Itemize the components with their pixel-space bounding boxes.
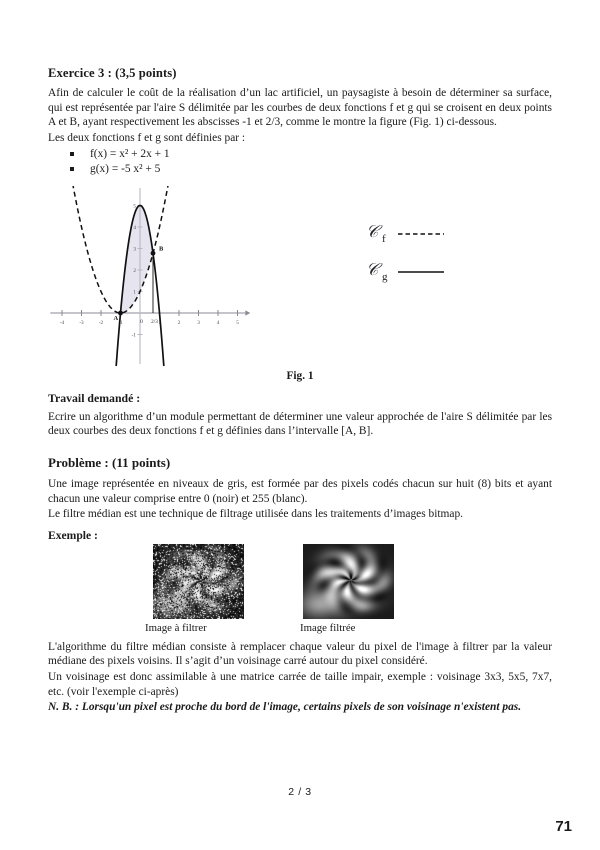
- problem-note: N. B. : Lorsqu'un pixel est proche du bord de l'image, certains pixels de son voisinage n'existent pas.: [48, 701, 522, 714]
- work-requested-text: Ecrire un algorithme d’un module permettant de déterminer une valeur approchée de l'aire S délimitée par les deux courbes des deux fonctions f et g définies dans l’intervalle [A, B].: [48, 410, 552, 438]
- legend-entry-cg: [366, 260, 444, 283]
- x-special-tick-label: 0: [140, 318, 143, 325]
- figure-caption: Fig. 1: [286, 369, 314, 382]
- legend-entry-cf: [366, 222, 444, 245]
- noisy-rose-image: [153, 544, 244, 619]
- function-g-definition: g(x) = -5 x² + 5: [90, 162, 161, 175]
- functions-intro: Les deux fonctions f et g sont définies par :: [48, 131, 246, 144]
- y-tick-label: 5: [133, 203, 136, 210]
- y-tick-label: -1: [131, 332, 136, 339]
- y-tick-label: 1: [133, 289, 136, 296]
- legend-script-c: 𝒞: [366, 259, 379, 279]
- function-f-definition: f(x) = x² + 2x + 1: [90, 148, 170, 161]
- x-tick-label: 5: [236, 319, 239, 326]
- y-tick-label: 2: [133, 267, 136, 274]
- legend-subscript: f: [382, 232, 386, 245]
- noisy-image-caption: Image à filtrer: [145, 621, 207, 634]
- list-item: [70, 162, 552, 176]
- filtered-image-caption: Image filtrée: [300, 621, 356, 634]
- filtered-rose-image: [303, 544, 394, 619]
- exercise-title: Exercice 3 : (3,5 points): [48, 66, 177, 80]
- intersection-point-b: [151, 251, 156, 256]
- square-bullet-icon: [70, 167, 74, 171]
- x-tick-label: -2: [98, 319, 104, 326]
- point-label-b: B: [159, 245, 164, 253]
- list-item: [70, 147, 552, 161]
- work-requested-title: Travail demandé :: [48, 390, 141, 405]
- exercise-paragraph: Afin de calculer le coût de la réalisation d’un lac artificiel, un paysagiste à besoin de déterminer sa surface, qui est représentée par l'aire S délimitée par les courbes de deux fonctions f et g qui se croisent en deux points A et B, ayant respectivement les abscisses -1 et 2/3, comme le montre la figure (Fig. 1) ci-dessous.: [48, 87, 552, 129]
- problem-paragraph-4: Un voisinage est donc assimilable à une matrice carrée de taille impair, exemple : voisinage 3x3, 5x5, 7x7, etc. (voir l'exemple ci-après): [48, 670, 552, 698]
- x-tick-label: 3: [197, 319, 200, 326]
- y-tick-label: 3: [133, 246, 136, 253]
- problem-title: Problème : (11 points): [48, 454, 171, 470]
- legend-subscript: g: [382, 270, 388, 283]
- example-images-row: [48, 544, 552, 640]
- x-tick-label: 4: [216, 319, 220, 326]
- x-tick-label: 1: [158, 319, 161, 326]
- x-tick-label: -4: [59, 319, 65, 326]
- example-label: Exemple :: [48, 528, 98, 542]
- page-number: 71: [555, 818, 572, 835]
- square-bullet-icon: [70, 152, 74, 156]
- point-label-a: A: [113, 314, 119, 322]
- x-axis-arrow-icon: [245, 310, 250, 315]
- x-tick-label: -3: [79, 319, 84, 326]
- x-special-tick-label: 2/3: [151, 318, 158, 325]
- page-content: [48, 66, 552, 716]
- x-tick-label: 2: [177, 319, 181, 326]
- figure-container: [48, 186, 552, 366]
- filtered-rose-canvas: [303, 544, 394, 619]
- y-tick-label: 4: [133, 224, 136, 231]
- problem-paragraph-3: L'algorithme du filtre médian consiste à remplacer chaque valeur du pixel de l'image à filtrer par la valeur médiane des pixels voisins. Il s’agit d’un voisinage carré autour du pixel considéré.: [48, 640, 552, 668]
- intersection-point-a: [118, 310, 123, 315]
- page-indicator: 2 / 3: [288, 786, 312, 798]
- x-tick-label: -1: [118, 319, 123, 326]
- problem-paragraph-2: Le filtre médian est une technique de filtrage utilisée dans les traitements d’images bitmap.: [48, 508, 463, 521]
- functions-list: [48, 147, 552, 175]
- function-graph: [48, 186, 552, 366]
- noisy-rose-canvas: [153, 544, 244, 619]
- problem-paragraph-1: Une image représentée en niveaux de gris, est formée par des pixels codés chacun sur huit (8) bits et ayant chacun une valeur comprise entre 0 (noir) et 255 (blanc).: [48, 477, 552, 505]
- legend-script-c: 𝒞: [366, 221, 379, 241]
